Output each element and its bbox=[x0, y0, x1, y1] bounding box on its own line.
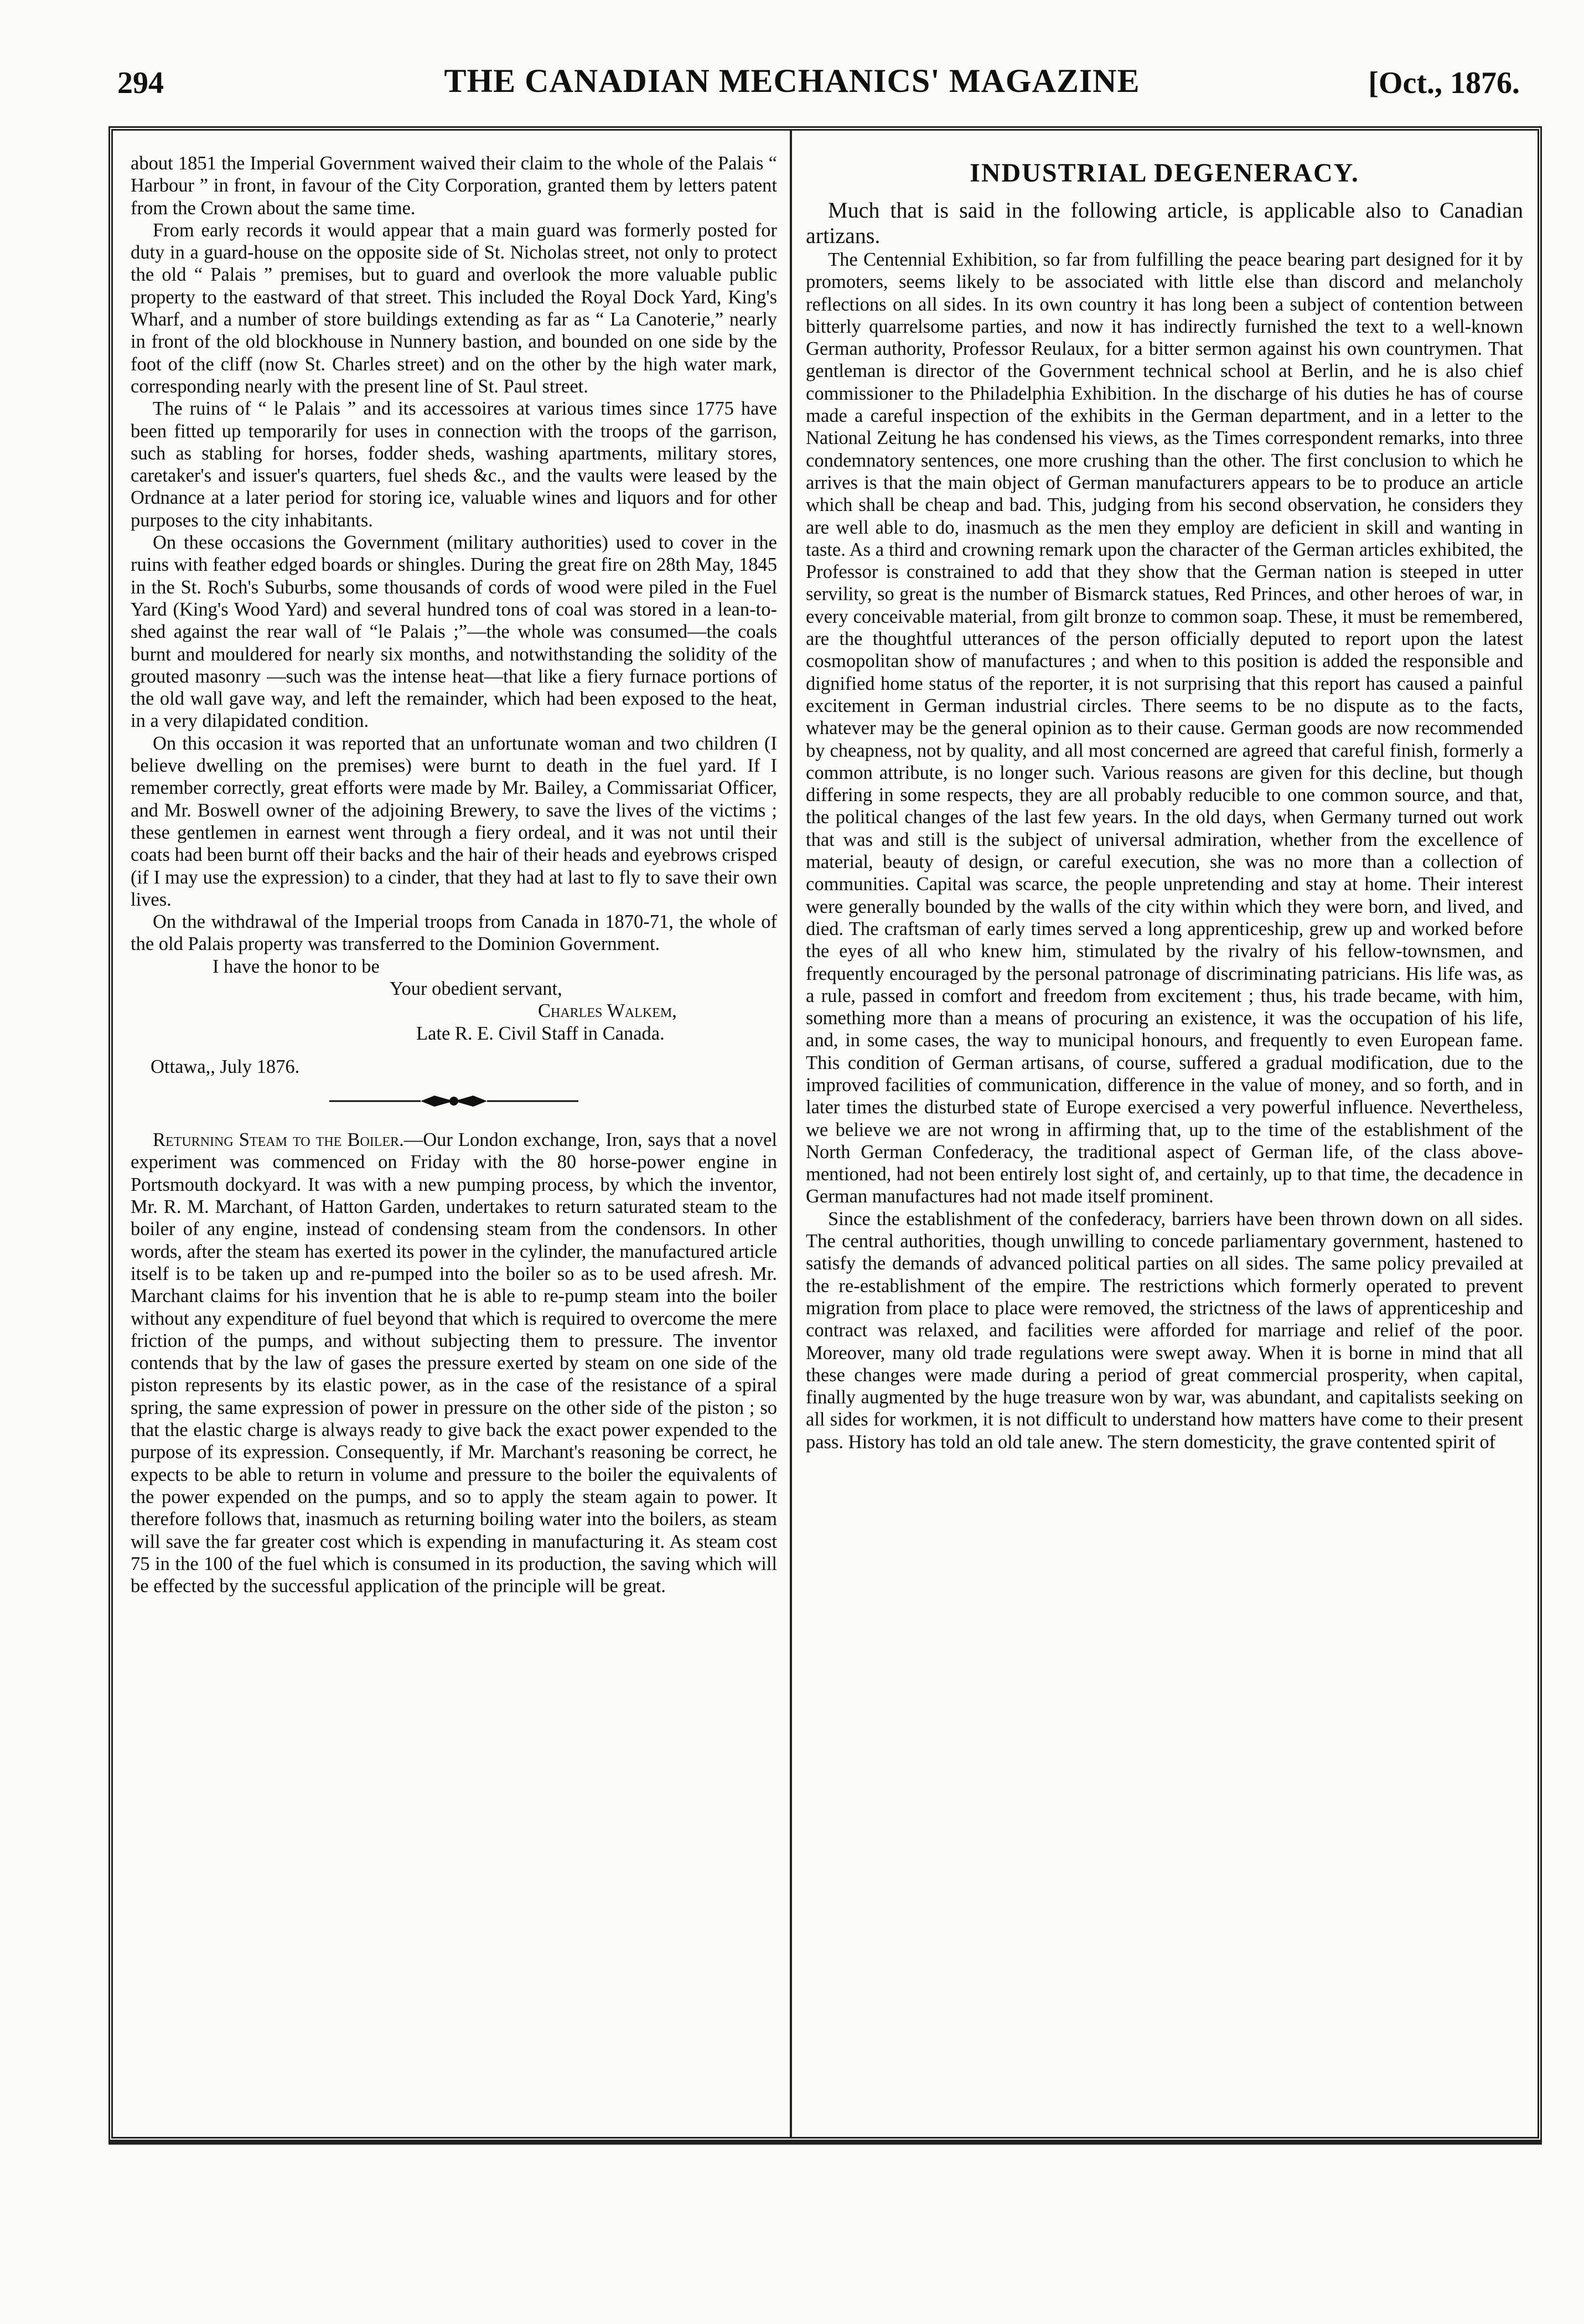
magazine-title: THE CANADIAN MECHANICS' MAGAZINE bbox=[444, 63, 1140, 99]
bottom-rule bbox=[108, 2141, 1542, 2145]
ornament-divider-icon bbox=[329, 1090, 578, 1112]
paragraph: On the withdrawal of the Imperial troops from Canada in 1870-71, the whole of the old Palais property was transferred to the Dominion Government. bbox=[131, 911, 777, 955]
letter-signature bbox=[131, 956, 777, 1078]
right-column bbox=[806, 152, 1523, 2123]
article-title: INDUSTRIAL DEGENERACY. bbox=[970, 158, 1359, 188]
steam-article-heading: Returning Steam to the Boiler. bbox=[153, 1129, 404, 1151]
issue-date: [Oct., 1876. bbox=[1368, 66, 1520, 100]
signature-name: Charles Walkem, bbox=[538, 1000, 677, 1022]
steam-article bbox=[131, 1129, 777, 1597]
page-number: 294 bbox=[117, 66, 164, 100]
column-divider bbox=[790, 131, 792, 2137]
steam-article-text: —Our London exchange, Iron, says that a novel experiment was commenced on Friday with the 80 horse-power engine in Portsmouth dockyard. It was with a new pumping process, by which the inventor, Mr. R. M. Marchant, of Hatton Garden, undertakes to return saturated steam to the boiler of any engine, instead of condensing steam from the condensors. In other words, after the steam has exerted its power in the cylinder, the manufactured article itself is to be taken up and re-pumped into the boiler so as to be used afresh. Mr. Marchant claims for his invention that he is able to re-pump steam into the boiler without any expenditure of fuel beyond that which is required to overcome the mere friction of the pumps, and without subjecting them to pressure. The inventor contends that by the law of gases the pressure exerted by steam on one side of the piston represents by its elastic power, as in the case of the resistance of a spiral spring, the same expression of power in pressure on the other side of the piston ; so that the elastic charge is always ready to give back the exact power expended to the purpose of its expression. Consequently, if Mr. Marchant's reasoning be correct, he expects to be able to return in volume and pressure to the boiler the equivalents of the power expended on the pumps, and so to apply the steam again to power. It therefore follows that, inasmuch as returning boiling water into the boilers, as steam will save the far greater cost which is expending in manufacturing it. As steam cost 75 in the 100 of the fuel which is consumed in its production, the saving which will be effected by the successful application of the principle will be great. bbox=[131, 1129, 777, 1597]
paragraph: On this occasion it was reported that an unfortunate woman and two children (I believe dwelling on the premises) were burnt to death in the fuel yard. If I remember correctly, great efforts were made by Mr. Bailey, a Commissariat Officer, and Mr. Boswell owner of the adjoining Brewery, to save the lives of the victims ; these gentlemen in earnest went through a fiery ordeal, and it was not until their coats had been burnt off their backs and the hair of their heads and eyebrows crisped (if I may use the expression) to a cinder, that they had at last to fly to save their own lives. bbox=[131, 732, 777, 910]
left-column bbox=[131, 152, 777, 2123]
paragraph: about 1851 the Imperial Government waived their claim to the whole of the Palais “ Harbour ” in front, in favour of the City Corporation, granted them by letters patent from the Crown about the same time. bbox=[131, 153, 777, 219]
signature-title: Late R. E. Civil Staff in Canada. bbox=[416, 1022, 665, 1044]
signature-closing: I have the honor to be bbox=[213, 956, 380, 977]
paragraph: The Centennial Exhibition, so far from fulfilling the peace bearing part designed for it by promoters, seems likely to be associated with little else than discord and melancholy reflections on all sides. In its own country it has long been a subject of contention between bitterly quarrelsome parties, and now it has indirectly furnished the text to a well-known German authority, Professor Reulaux, for a bitter sermon against his own countrymen. That gentleman is director of the Government technical school at Berlin, and he is also chief commissioner to the Philadelphia Exhibition. In the discharge of his duties he has of course made a careful inspection of the exhibits in the German department, and in a letter to the National Zeitung he has condensed his views, as the Times correspondent remarks, into three condemnatory sentences, one more crushing than the other. The first conclusion to which he arrives is that the main object of German manufacturers appears to be to produce an article which shall be cheap and bad. This, judging from his second observation, he considers they are well able to do, inasmuch as the men they employ are deficient in skill and wanting in taste. As a third and crowning remark upon the character of the German articles exhibited, the Professor is constrained to add that they show that the German nation is steeped in utter servility, so great is the number of Bismarck statues, Red Princes, and other heroes of war, in every conceivable material, from gilt bronze to common soap. These, it must be remembered, are the thoughtful utterances of the person officially deputed to report upon the latest cosmopolitan show of manufactures ; and when to this position is added the responsible and dignified home status of the reporter, it is not surprising that this report has caused a painful excitement in German industrial circles. There seems to be no dispute as to the facts, whatever may be the general opinion as to their cause. German goods are now recommended by cheapness, not by quality, and all most concerned are agreed that careful finish, formerly a common attribute, is no longer such. Various reasons are given for this decline, but though differing in some respects, they are all probably reducible to one common source, and that, the political changes of the last few years. In the old days, when Germany turned out work that was and still is the subject of universal admiration, whether from the excellence of material, beauty of design, or careful execution, she was no more than a collection of communities. Capital was scarce, the people unpretending and stay at home. Their interest were generally bounded by the walls of the city within which they were born, and lived, and died. The craftsman of early times served a long apprenticeship, grew up and worked before the eyes of all who knew him, stimulated by the rivalry of his fellow-townsmen, and frequently encouraged by the personal patronage of discriminating patricians. His life was, as a rule, passed in comfort and freedom from excitement ; thus, his trade became, with him, something more than a means of procuring an existence, it was the occupation of his life, and, in some cases, the way to municipal honours, and frequently to even European fame. This condition of German artisans, of course, suffered a gradual modification, due to the improved facilities of communication, difference in the value of money, and so forth, and in later times the disturbed state of Europe exercised a very powerful influence. Nevertheless, we believe we are not wrong in affirming that, up to the time of the establishment of the North German Confederacy, the traditional aspect of German life, of the class above-mentioned, had not been entirely lost sight of, and certainly, up to that time, the decadence in German manufactures had not made itself prominent. bbox=[806, 249, 1523, 1207]
paragraph: On these occasions the Government (military authorities) used to cover in the ruins with feather edged boards or shingles. During the great fire on 28th May, 1845 in the St. Roch's Suburbs, some thousands of cords of wood were piled in the Fuel Yard (King's Wood Yard) and several hundred tons of coal was stored in a lean-to-shed against the rear wall of “le Palais ;”—the whole was consumed—the coals burnt and mouldered for nearly six months, and notwithstanding the solidity of the grouted masonry —such was the intense heat—that like a fiery furnace portions of the old wall gave way, and left the remainder, which had been exposed to the heat, in a very dilapidated condition. bbox=[131, 532, 777, 732]
signature-valediction: Your obedient servant, bbox=[390, 978, 562, 999]
article-intro: Much that is said in the following article, is applicable also to Canadian artizans. bbox=[806, 198, 1523, 248]
paragraph: The ruins of “ le Palais ” and its accessoires at various times since 1775 have been fitted up temporarily for uses in connection with the troops of the garrison, such as stabling for horses, fodder sheds, washing apartments, military stores, caretaker's and issuer's quarters, fuel sheds &c., and the vaults were leased by the Ordnance at a later period for storing ice, valuable wines and liquors and for other purposes to the city inhabitants. bbox=[131, 398, 777, 531]
paragraph: From early records it would appear that a main guard was formerly posted for duty in a guard-house on the opposite side of St. Nicholas street, not only to protect the old “ Palais ” premises, but to guard and overlook the more valuable public property to the eastward of that street. This included the Royal Dock Yard, King's Wharf, and a number of store buildings extending as far as “ La Canoterie,” nearly in front of the old blockhouse in Nunnery bastion, and bounded on one side by the foot of the cliff (now St. Charles street) and on the other by the high water mark, corresponding nearly with the present line of St. Paul street. bbox=[131, 219, 777, 397]
paragraph: Since the establishment of the confederacy, barriers have been thrown down on all sides. The central authorities, though unwilling to concede parliamentary government, hastened to satisfy the demands of advanced political parties on all sides. The same policy prevailed at the re-establishment of the empire. The restrictions which formerly operated to prevent migration from place to place were removed, the strictness of the laws of apprenticeship and contract was relaxed, and facilities were afforded for marriage and relief of the poor. Moreover, many old trade regulations were swept away. When it is borne in mind that all these changes were made during a period of great commercial prosperity, when capital, finally augmented by the huge treasure won by war, was abundant, and capitalists seeking on all sides for workmen, it is not difficult to understand how matters have come to their present pass. History has told an old tale anew. The stern domesticity, the grave contented spirit of bbox=[806, 1208, 1523, 1453]
page-header bbox=[0, 0, 1584, 127]
signature-place-date: Ottawa,, July 1876. bbox=[151, 1056, 300, 1077]
